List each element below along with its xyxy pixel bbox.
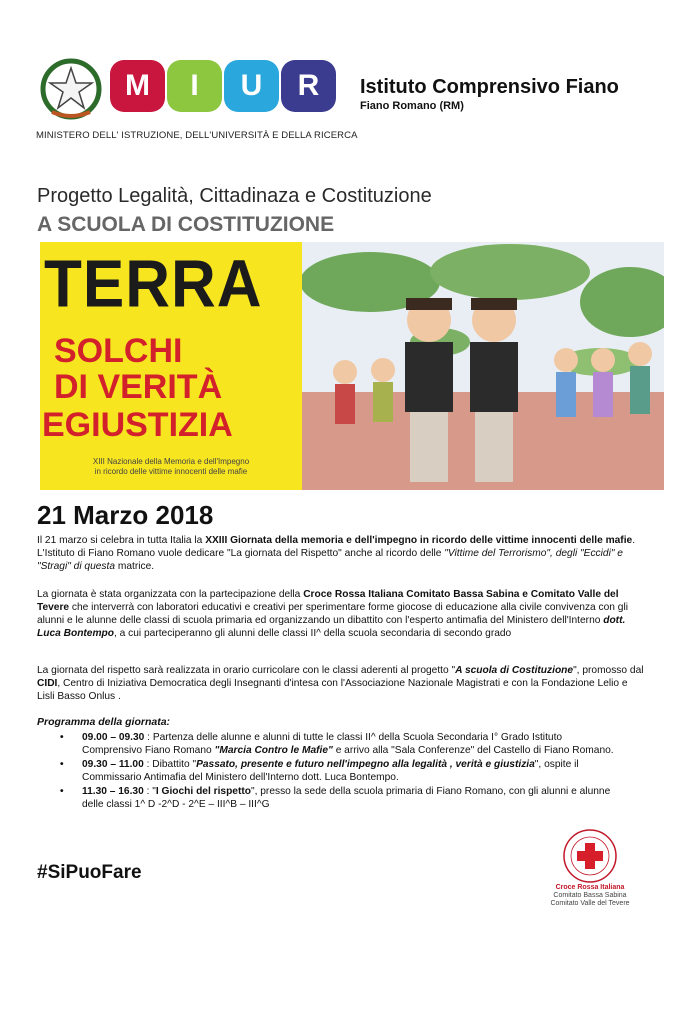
miur-letter-u: U bbox=[224, 60, 279, 112]
text: , Centro di Iniziativa Democratica degli Insegnanti d'intesa con l'Associazione Nazionale Magistrati e con la Fondazione Lelio e Lisli Basso Onlus . bbox=[37, 678, 628, 702]
text-bold: I Giochi del rispetto bbox=[155, 786, 251, 797]
banner-title: TERRA bbox=[44, 247, 263, 322]
school-city: Fiano Romano (RM) bbox=[360, 100, 464, 112]
miur-letter-m: M bbox=[110, 60, 165, 112]
bullet: • bbox=[60, 732, 64, 743]
text-bold-italic: dott. Luca Bontempo bbox=[37, 615, 626, 639]
program-item bbox=[60, 785, 620, 811]
banner-subtitle-line-2: in ricordo delle vittime innocenti delle mafie bbox=[94, 467, 248, 476]
program-title: Programma della giornata: bbox=[37, 716, 171, 728]
banner-subtitle bbox=[40, 457, 302, 477]
text-bold: CIDI bbox=[37, 678, 58, 689]
event-date: 21 Marzo 2018 bbox=[37, 500, 214, 530]
project-line: Progetto Legalità, Cittadinaza e Costituzione bbox=[37, 185, 432, 207]
program-time: 09.00 – 09.30 bbox=[82, 732, 145, 743]
paragraph-intro bbox=[37, 534, 647, 573]
bullet: • bbox=[60, 786, 64, 797]
text-bold: XXIII Giornata della memoria e dell'impegno in ricordo delle vittime innocenti delle mafie bbox=[205, 535, 633, 546]
text: matrice. bbox=[115, 561, 155, 572]
paragraph-organization bbox=[37, 588, 647, 640]
text: : Dibattito " bbox=[143, 759, 197, 770]
text-bold-italic: "Marcia Contro le Mafie" bbox=[214, 745, 333, 756]
italian-republic-emblem-icon bbox=[38, 56, 104, 122]
text: : " bbox=[143, 786, 156, 797]
program-item bbox=[60, 731, 620, 757]
red-cross-caption bbox=[540, 884, 640, 908]
school-name: Istituto Comprensivo Fiano bbox=[360, 76, 619, 98]
paragraph-schedule-info bbox=[37, 664, 647, 703]
red-cross-line-2: Comitato Bassa Sabina bbox=[553, 892, 627, 899]
text: ", promosso dal bbox=[573, 665, 644, 676]
program-item bbox=[60, 758, 620, 784]
miur-letter-i: I bbox=[167, 60, 222, 112]
text: che interverrà con laboratori educativi e creativi per sperimentare forme giocose di educazione alla civile convivenza con gli alunni e le alunne delle classi di scuola primaria ed organizzando un dibattito con l'esperto antimafia del Ministero dell'Interno bbox=[37, 602, 628, 626]
text-bold-italic: A scuola di Costituzione bbox=[455, 665, 574, 676]
miur-letter-r: R bbox=[281, 60, 336, 112]
banner-subtitle-line-1: XIII Nazionale della Memoria e dell'Impegno bbox=[92, 457, 250, 466]
banner-red-line-2: DI VERITÀ bbox=[54, 368, 223, 406]
red-cross-line-3: Comitato Valle del Tevere bbox=[550, 900, 630, 907]
miur-logo bbox=[110, 60, 336, 116]
text: e arrivo alla "Sala Conferenze" del Castello di Fiano Romano. bbox=[332, 745, 614, 756]
program-list bbox=[60, 731, 620, 812]
text: Il 21 marzo si celebra in tutta Italia la bbox=[37, 535, 206, 546]
text: . L'Istituto di Fiano Romano vuole dedicare "La giornata del Rispetto" anche al ricordo delle bbox=[37, 535, 636, 559]
program-time: 09.30 – 11.00 bbox=[82, 759, 144, 770]
text-bold: Croce Rossa Italiana Comitato Bassa Sabina e Comitato Valle del Tevere bbox=[37, 589, 619, 613]
red-cross-line-1: Croce Rossa Italiana bbox=[555, 884, 625, 891]
text: ", presso la sede della scuola primaria di Fiano Romano, con gli alunni e alunne delle classi 1^ D -2^D - 2^E – III^B – III^G bbox=[82, 786, 611, 810]
program-time: 11.30 – 16.30 bbox=[82, 786, 144, 797]
text-italic: "Vittime del Terrorismo", degli "Eccidi" e "Stragi" di questa bbox=[37, 548, 623, 572]
text: : Partenza delle alunne e alunni di tutte le classi II^ della Scuola Secondaria I° Grado Istituto Comprensivo Fiano Romano bbox=[82, 732, 563, 756]
banner-red-line-1: SOLCHI bbox=[54, 332, 183, 370]
hashtag: #SiPuoFare bbox=[37, 862, 142, 883]
project-title: A SCUOLA DI COSTITUZIONE bbox=[37, 213, 335, 236]
banner-red-line-3: EGIUSTIZIA bbox=[42, 406, 233, 444]
text-bold-italic: Passato, presente e futuro nell'impegno alla legalità , verità e giustizia bbox=[196, 759, 535, 770]
event-banner bbox=[40, 242, 664, 490]
bullet: • bbox=[60, 759, 64, 770]
text: La giornata del rispetto sarà realizzata in orario curricolare con le classi aderenti al progetto " bbox=[37, 665, 456, 676]
red-cross-icon bbox=[562, 828, 618, 884]
text: La giornata è stata organizzata con la partecipazione della bbox=[37, 589, 304, 600]
text: , a cui parteciperanno gli alunni delle classi II^ della scuola secondaria di secondo grado bbox=[113, 628, 512, 639]
text: ", ospite il Commissario Antimafia del Ministero dell'Interno dott. Luca Bontempo. bbox=[82, 759, 579, 783]
ministry-name: MINISTERO DELL' ISTRUZIONE, DELL'UNIVERSITÀ E DELLA RICERCA bbox=[36, 130, 358, 141]
